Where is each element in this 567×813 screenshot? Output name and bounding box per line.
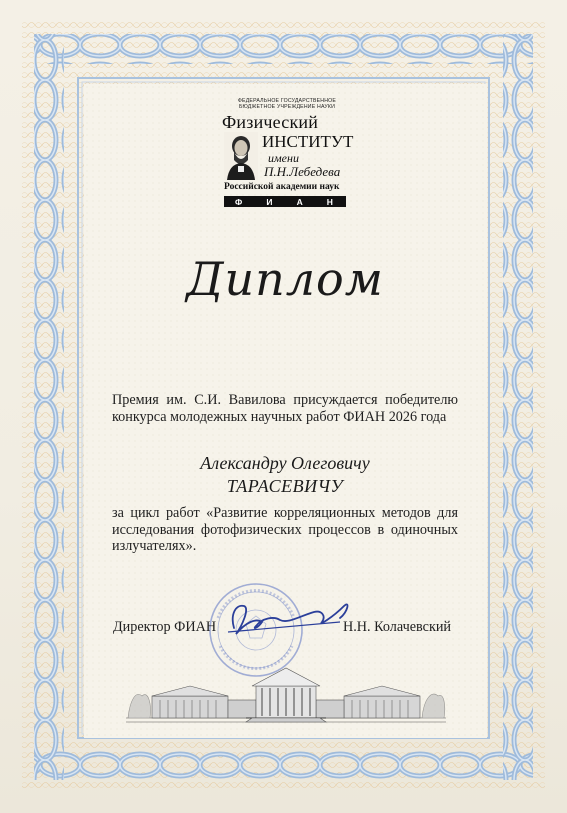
- diploma-title: Диплом: [186, 252, 384, 306]
- recipient-last-name: ТАРАСЕВИЧУ: [226, 476, 344, 496]
- recipient-first-names: Александру Олеговичу: [200, 453, 370, 473]
- logo-line3: имени: [268, 151, 299, 165]
- logo-fian-bar: [224, 196, 346, 207]
- logo-top-line1: ФЕДЕРАЛЬНОЕ ГОСУДАРСТВЕННОЕ: [237, 98, 337, 104]
- logo-bar-letter: И: [266, 196, 275, 207]
- logo-bar-letter: А: [296, 196, 305, 207]
- logo-line4: П.Н.Лебедева: [264, 164, 341, 179]
- work-paragraph: за цикл работ «Развитие корреляционных методов для исследования фотофизических процессов в одиночных излучателях».: [112, 505, 458, 554]
- logo-line5: Российской академии наук: [224, 182, 340, 192]
- director-name: Н.Н. Колачевский: [343, 619, 452, 635]
- logo-bar-letter: Ф: [235, 196, 245, 207]
- director-position: Директор ФИАН: [113, 619, 217, 635]
- logo-line2: ИНСТИТУТ: [262, 132, 354, 151]
- logo-top-line2: БЮДЖЕТНОЕ УЧРЕЖДЕНИЕ НАУКИ: [238, 104, 336, 110]
- director-signature: [222, 596, 362, 646]
- institute-building-engraving: [126, 660, 446, 726]
- institute-logo: [210, 98, 354, 210]
- logo-bar-letter: Н: [326, 196, 335, 207]
- portrait-icon: [224, 132, 258, 180]
- logo-top-text: [222, 98, 352, 110]
- logo-line1: Физический: [222, 112, 319, 132]
- award-paragraph: Премия им. С.И. Вавилова присуждается победителю конкурса молодежных научных работ ФИАН 2026 года: [112, 392, 458, 425]
